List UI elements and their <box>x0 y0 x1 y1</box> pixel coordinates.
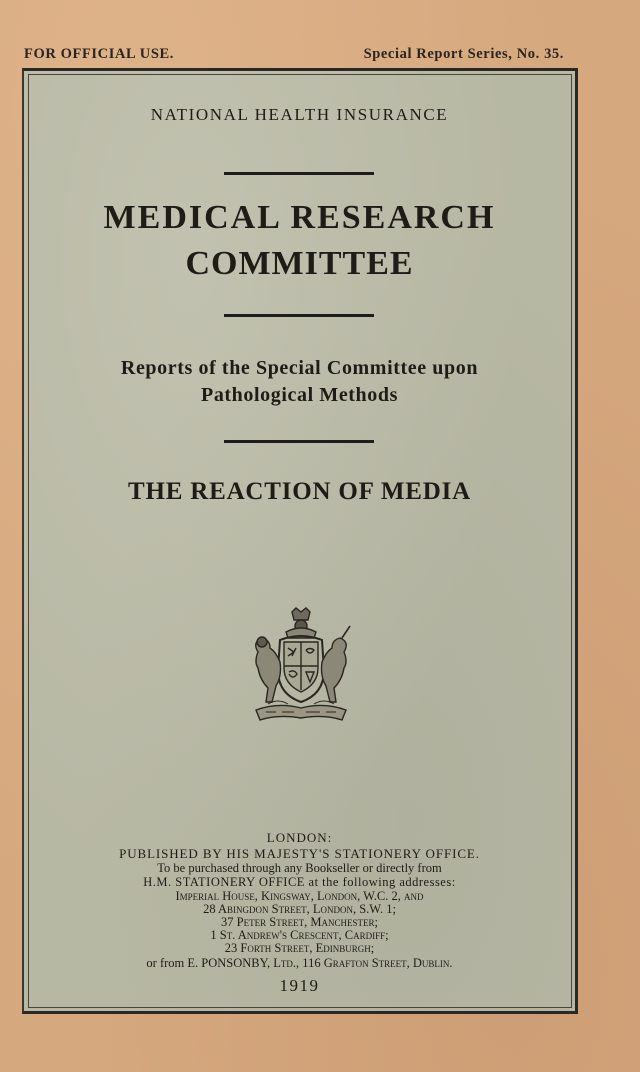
subtitle-line1: Reports of the Special Committee upon <box>120 357 479 379</box>
publication-year: 1919 <box>279 976 320 995</box>
imprint-address: 1 St. Andrew's Crescent, Cardiff; <box>210 928 389 942</box>
cover-panel <box>22 68 578 1014</box>
imprint-address: 37 Peter Street, Manchester; <box>221 915 378 929</box>
official-use-label: FOR OFFICIAL USE. <box>24 46 174 62</box>
imprint-purchase-line2: H.M. STATIONERY OFFICE at the following addresses: <box>143 875 456 889</box>
alternate-supplier-address: Ltd., 116 Grafton Street, Dublin. <box>273 956 453 970</box>
report-title: THE REACTION OF MEDIA <box>128 478 471 505</box>
imprint-address: 28 Abingdon Street, London, S.W. 1; <box>203 902 396 916</box>
imprint-address: 23 Forth Street, Edinburgh; <box>224 941 375 955</box>
divider-rule <box>224 314 374 317</box>
subtitle-line2: Pathological Methods <box>201 384 398 406</box>
imprint-alternate-supplier <box>24 956 575 971</box>
main-title-line2: COMMITTEE <box>185 245 414 282</box>
imprint-city: LONDON: <box>266 830 333 845</box>
alternate-supplier-prefix: or from E. PONSONBY, <box>146 956 274 970</box>
divider-rule <box>224 172 374 175</box>
report-series-label: Special Report Series, No. 35. <box>363 46 564 62</box>
divider-rule <box>224 440 374 443</box>
imprint-purchase-line1: To be purchased through any Bookseller or directly from <box>157 861 442 875</box>
main-title-line1: MEDICAL RESEARCH <box>103 199 496 236</box>
imprint-address: Imperial House, Kingsway, London, W.C. 2, and <box>175 889 424 903</box>
royal-coat-of-arms-icon <box>248 606 354 728</box>
imprint-publisher: PUBLISHED BY HIS MAJESTY'S STATIONERY OFFICE. <box>119 846 480 861</box>
supertitle: NATIONAL HEALTH INSURANCE <box>150 105 449 124</box>
